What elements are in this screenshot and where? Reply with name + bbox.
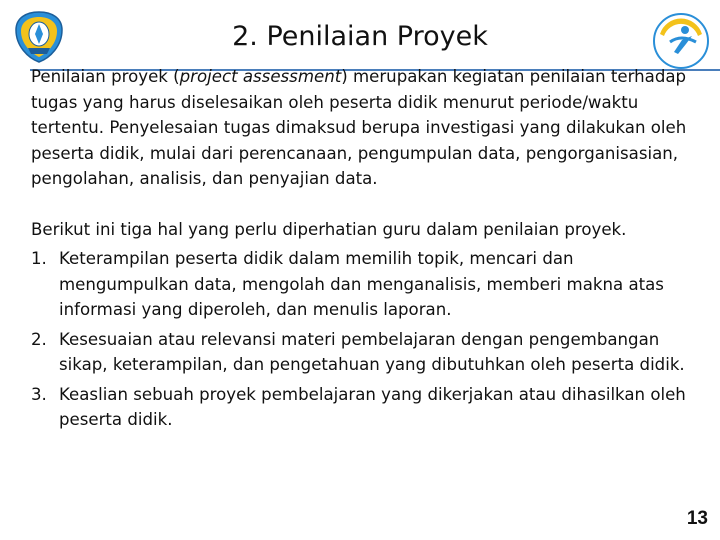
list-item-number: 3. bbox=[31, 384, 47, 404]
list-item bbox=[31, 382, 701, 433]
list-item-text: Keaslian sebuah proyek pembelajaran yang dikerjakan atau dihasilkan oleh peserta didik. bbox=[59, 384, 686, 429]
list-item bbox=[31, 246, 701, 323]
page-number: 13 bbox=[686, 508, 708, 529]
list-lead-text: Berikut ini tiga hal yang perlu diperhatian guru dalam penilaian proyek. bbox=[31, 220, 627, 239]
slide-title: 2. Penilaian Proyek bbox=[232, 21, 488, 52]
list-item-text: Kesesuaian atau relevansi materi pembelajaran dengan pengembangan sikap, keterampilan, dan pengetahuan yang dibutuhkan oleh peserta didik. bbox=[59, 329, 685, 374]
list-item-number: 2. bbox=[31, 329, 47, 349]
list-item-number: 1. bbox=[31, 249, 47, 268]
list-item bbox=[31, 327, 701, 378]
intro-emphasis: project assessment bbox=[179, 67, 342, 86]
intro-paragraph bbox=[31, 64, 701, 192]
intro-text-rest: ) merupakan kegiatan penilaian terhadap tugas yang harus diselesaikan oleh peserta didik menurut periode/waktu tertentu. Penyelesaian tugas dimaksud berupa investigasi yang dilakukan oleh peserta didik, mulai dari perencanaan, pengumpulan data, pengorganisasian, pengolahan, analisis, dan penyajian data. bbox=[31, 67, 687, 188]
list-item-text: Keterampilan peserta didik dalam memilih topik, mencari dan mengumpulkan data, mengolah dan menganalisis, memberi makna atas informasi yang diperoleh, dan menulis laporan. bbox=[59, 249, 664, 319]
intro-text-start: Penilaian proyek ( bbox=[31, 67, 180, 86]
criteria-list bbox=[31, 246, 701, 437]
